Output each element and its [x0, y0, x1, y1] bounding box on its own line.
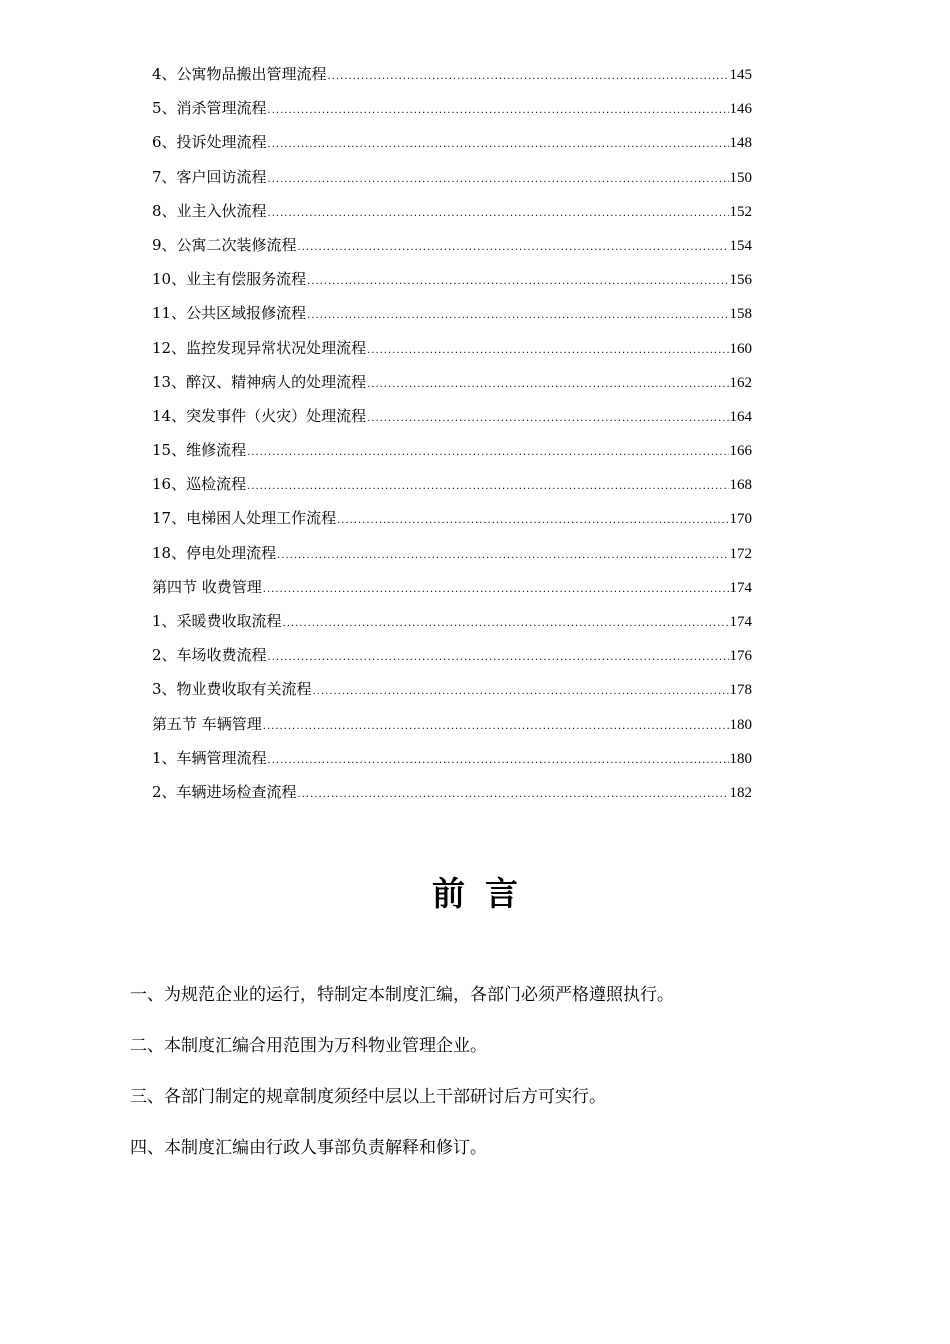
- preface-list: [130, 980, 830, 1184]
- toc-entry[interactable]: [152, 744, 752, 778]
- toc-section-label: 第五节 车辆管理: [152, 714, 262, 733]
- toc-leader-dots: [313, 678, 729, 706]
- toc-leader-dots: [367, 371, 728, 399]
- preface-item: 三、各部门制定的规章制度须经中层以上干部研讨后方可实行。: [130, 1087, 606, 1107]
- toc-entry-page: 170: [729, 511, 752, 528]
- toc-entry-page: 158: [729, 306, 752, 323]
- toc-entry[interactable]: [152, 60, 752, 94]
- toc-leader-dots: [268, 200, 729, 228]
- toc-entry-label: 17、电梯困人处理工作流程: [152, 509, 337, 528]
- toc-leader-dots: [298, 234, 729, 262]
- toc-entry[interactable]: [152, 607, 752, 641]
- toc-entry-page: 168: [729, 477, 752, 494]
- toc-entry-page: 172: [729, 545, 752, 562]
- toc-section-label: 第四节 收费管理: [152, 577, 262, 596]
- toc-entry-label: 16、巡检流程: [152, 475, 247, 494]
- toc-entry-page: 160: [729, 340, 752, 357]
- toc-entry[interactable]: [152, 128, 752, 162]
- toc-entry-label: 13、醉汉、精神病人的处理流程: [152, 372, 367, 391]
- toc-leader-dots: [307, 268, 728, 296]
- toc-entry-page: 156: [729, 272, 752, 289]
- toc-leader-dots: [277, 542, 728, 570]
- toc-entry-page: 152: [729, 203, 752, 220]
- toc-leader-dots: [367, 337, 728, 365]
- toc-entry-label: 2、车辆进场检查流程: [152, 782, 297, 801]
- toc-entry-label: 8、业主入伙流程: [152, 201, 267, 220]
- toc-entry[interactable]: [152, 197, 752, 231]
- toc-leader-dots: [337, 507, 728, 535]
- toc-leader-dots: [268, 97, 729, 125]
- preface-title: 前言: [432, 874, 538, 913]
- toc-entry-page: 180: [729, 750, 752, 767]
- toc-leader-dots: [263, 576, 729, 604]
- preface-item: 二、本制度汇编合用范围为万科物业管理企业。: [130, 1036, 487, 1056]
- toc-entry-page: 178: [729, 682, 752, 699]
- toc-entry[interactable]: [152, 641, 752, 675]
- toc-entry-page: 176: [729, 648, 752, 665]
- toc-entry-page: 162: [729, 374, 752, 391]
- toc-entry[interactable]: [152, 368, 752, 402]
- toc-entry-label: 7、客户回访流程: [152, 167, 267, 186]
- toc-entry-page: 174: [729, 579, 752, 596]
- toc-leader-dots: [268, 644, 729, 672]
- toc-entry[interactable]: [152, 94, 752, 128]
- toc-entry-label: 1、车辆管理流程: [152, 748, 267, 767]
- toc-entry-label: 15、维修流程: [152, 441, 247, 460]
- toc-leader-dots: [247, 439, 728, 467]
- toc-entry-page: 164: [729, 408, 752, 425]
- toc-entry-page: 148: [729, 135, 752, 152]
- toc-section-entry[interactable]: [152, 573, 752, 607]
- toc-entry[interactable]: [152, 299, 752, 333]
- table-of-contents: [152, 60, 752, 812]
- toc-entry-label: 18、停电处理流程: [152, 543, 277, 562]
- toc-entry[interactable]: [152, 265, 752, 299]
- toc-entry-label: 5、消杀管理流程: [152, 99, 267, 118]
- toc-entry-page: 182: [729, 784, 752, 801]
- toc-entry-label: 3、物业费收取有关流程: [152, 680, 312, 699]
- preface-item: 四、本制度汇编由行政人事部负责解释和修订。: [130, 1138, 487, 1158]
- toc-entry-page: 154: [729, 237, 752, 254]
- toc-leader-dots: [268, 131, 729, 159]
- toc-leader-dots: [247, 473, 728, 501]
- toc-entry-page: 150: [729, 169, 752, 186]
- preface-item: 一、为规范企业的运行，特制定本制度汇编，各部门必须严格遵照执行。: [130, 985, 674, 1005]
- toc-leader-dots: [268, 747, 729, 775]
- toc-entry[interactable]: [152, 778, 752, 812]
- toc-entry[interactable]: [152, 504, 752, 538]
- toc-entry-label: 2、车场收费流程: [152, 646, 267, 665]
- toc-entry-label: 6、投诉处理流程: [152, 133, 267, 152]
- toc-entry-label: 12、监控发现异常状况处理流程: [152, 338, 367, 357]
- toc-leader-dots: [298, 781, 729, 809]
- toc-entry-label: 4、公寓物品搬出管理流程: [152, 65, 327, 83]
- toc-leader-dots: [328, 63, 729, 91]
- toc-entry-page: 180: [729, 716, 752, 733]
- toc-section-entry[interactable]: [152, 710, 752, 744]
- toc-entry-label: 1、采暖费收取流程: [152, 612, 282, 630]
- toc-entry[interactable]: [152, 470, 752, 504]
- toc-entry[interactable]: [152, 436, 752, 470]
- toc-entry-label: 10、业主有偿服务流程: [152, 270, 307, 289]
- toc-leader-dots: [367, 405, 728, 433]
- toc-leader-dots: [268, 166, 729, 194]
- toc-entry[interactable]: [152, 539, 752, 573]
- toc-entry-page: 145: [729, 67, 752, 83]
- toc-entry-page: 166: [729, 443, 752, 460]
- toc-entry[interactable]: [152, 163, 752, 197]
- toc-entry-label: 14、突发事件（火灾）处理流程: [152, 406, 367, 425]
- toc-entry[interactable]: [152, 402, 752, 436]
- toc-entry-page: 174: [729, 614, 752, 630]
- toc-leader-dots: [307, 302, 728, 330]
- toc-entry-page: 146: [729, 101, 752, 118]
- toc-entry-label: 11、公共区域报修流程: [152, 304, 307, 323]
- toc-entry[interactable]: [152, 334, 752, 368]
- toc-leader-dots: [283, 610, 729, 638]
- toc-entry-label: 9、公寓二次装修流程: [152, 235, 297, 254]
- toc-leader-dots: [263, 713, 729, 741]
- toc-entry[interactable]: [152, 675, 752, 709]
- toc-entry[interactable]: [152, 231, 752, 265]
